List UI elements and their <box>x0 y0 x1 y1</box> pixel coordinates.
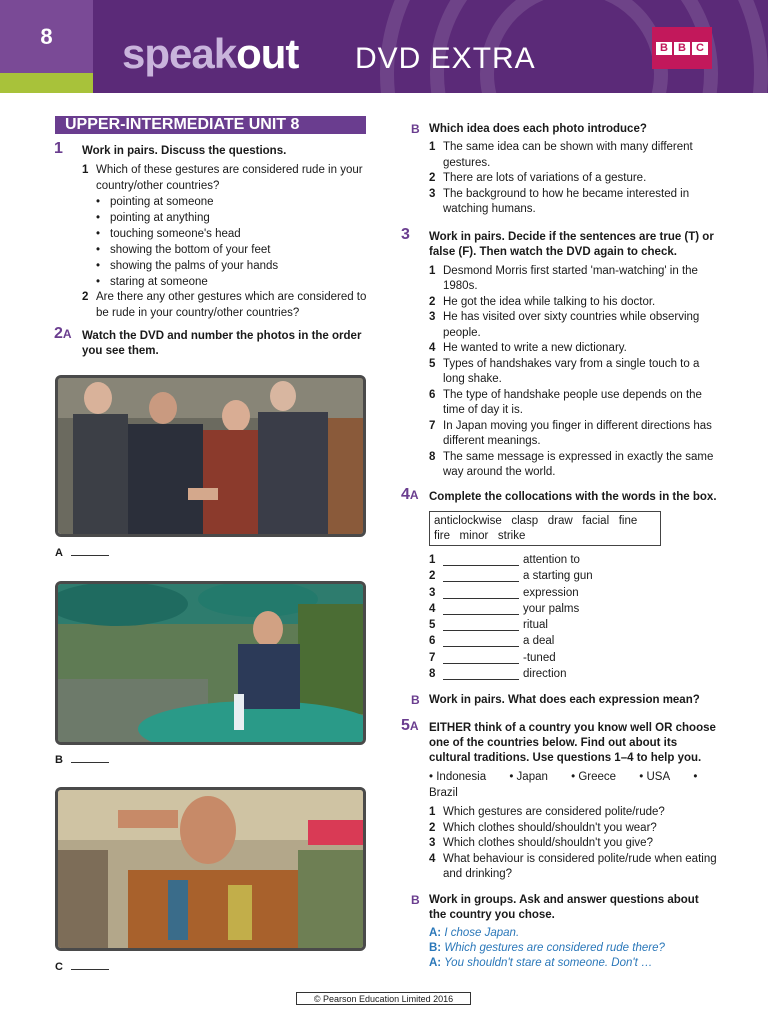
unit-title: UPPER-INTERMEDIATE UNIT 8 <box>55 116 366 134</box>
photo-label-a: A <box>55 547 109 559</box>
list-item: • USA <box>639 771 671 783</box>
ex4a-instruction: 4A Complete the collocations with the words in the box. <box>401 486 717 503</box>
ex3-instruction: 3 Work in pairs. Decide if the sentences are true (T) or false (F). Then watch the DVD again to check. <box>401 225 714 258</box>
list-item: 1 attention to <box>429 554 580 566</box>
list-item: 5 Types of handshakes vary from a single touch to a long shake. <box>429 357 700 385</box>
answer-blank[interactable] <box>443 598 519 599</box>
ex5a-instruction: 5A EITHER think of a country you know well OR choose one of the countries below. Find out about its cultural traditions. Use questions 1–4 to help you. <box>401 717 716 764</box>
left-column <box>54 140 367 359</box>
list-item: 1 The same idea can be shown with many different gestures. <box>429 141 693 169</box>
ex1-question-1: 1 Which of these gestures are considered rude in your country/other countries? <box>82 164 363 192</box>
page-number: 8 <box>0 0 93 73</box>
answer-blank[interactable] <box>443 630 519 631</box>
dialogue-line: B: Which gestures are considered rude there? <box>429 941 665 954</box>
photo-label-c: C <box>55 961 109 973</box>
list-item: • Brazil <box>429 771 698 799</box>
answer-blank[interactable] <box>71 762 109 763</box>
photo-handshake <box>55 375 366 537</box>
answer-blank[interactable] <box>443 663 519 664</box>
list-item: 3 expression <box>429 586 579 599</box>
photo-cafe <box>55 581 366 745</box>
list-item: 2 Which clothes should/shouldn't you wear? <box>429 821 657 834</box>
answer-blank[interactable] <box>443 679 519 680</box>
list-item: 7 -tuned <box>429 651 556 664</box>
list-item: • pointing at someone <box>82 194 367 210</box>
list-item: 2 There are lots of variations of a gesture. <box>429 172 647 184</box>
answer-blank[interactable] <box>71 555 109 556</box>
word-box <box>429 511 661 546</box>
page-header <box>0 0 768 93</box>
ex2a-instruction: 2A Watch the DVD and number the photos in the order you see them. <box>54 325 362 357</box>
list-item: • showing the palms of your hands <box>82 258 367 274</box>
right-column <box>401 122 719 481</box>
country-list <box>429 769 719 801</box>
list-item: • touching someone's head <box>82 226 367 242</box>
example-dialogue <box>429 926 719 971</box>
list-item: • staring at someone <box>82 274 367 290</box>
list-item: 1 Desmond Morris first started 'man-watching' in the 1980s. <box>429 264 698 292</box>
dialogue-line: A: I chose Japan. <box>429 926 520 939</box>
list-item: • Greece <box>571 771 617 783</box>
list-item: 2 He got the idea while talking to his doctor. <box>429 295 656 308</box>
list-item: 3 Which clothes should/shouldn't you give? <box>429 837 653 849</box>
answer-blank[interactable] <box>443 565 519 566</box>
list-item: 5 ritual <box>429 619 548 632</box>
ex1-instruction: 1 Work in pairs. Discuss the questions. <box>54 140 287 157</box>
ex4b-block <box>411 693 719 708</box>
list-item: 1 Which gestures are considered polite/rude? <box>429 806 665 818</box>
list-item: • Japan <box>509 771 548 783</box>
list-item: • showing the bottom of your feet <box>82 242 367 258</box>
answer-blank[interactable] <box>443 581 519 582</box>
dialogue-line: A: You shouldn't stare at someone. Don't … <box>429 956 653 969</box>
bbc-logo: B B C <box>652 27 712 69</box>
list-item: 3 He has visited over sixty countries while observing people. <box>429 311 700 339</box>
answer-blank[interactable] <box>443 614 519 615</box>
accent-bar <box>0 73 93 93</box>
list-item: 4 What behaviour is considered polite/rude when eating and drinking? <box>429 852 717 880</box>
list-item: 8 The same message is expressed in exactly the same way around the world. <box>429 450 714 478</box>
list-item: 4 your palms <box>429 602 580 615</box>
word-box-line: anticlockwise clasp draw facial fine <box>434 515 638 527</box>
photo-man-head <box>55 787 366 951</box>
list-item: • pointing at anything <box>82 210 367 226</box>
ex5-block <box>401 717 719 971</box>
word-box-line: fire minor strike <box>434 530 526 542</box>
dvd-extra-title: DVD EXTRA <box>355 42 536 75</box>
ex4b-instruction: B Work in pairs. What does each expression mean? <box>411 693 700 707</box>
collocation-list <box>429 552 719 682</box>
list-item: 4 He wanted to write a new dictionary. <box>429 342 627 354</box>
photo-label-b: B <box>55 754 109 766</box>
answer-blank[interactable] <box>443 646 519 647</box>
list-item: 3 The background to how he became interested in watching humans. <box>429 187 690 215</box>
copyright-footer: © Pearson Education Limited 2016 <box>296 992 471 1005</box>
answer-blank[interactable] <box>71 969 109 970</box>
ex2b-instruction: B Which idea does each photo introduce? <box>411 122 647 136</box>
ex4a-block <box>401 486 719 505</box>
speakout-logo: speakout <box>122 30 299 77</box>
ex5b-instruction: B Work in groups. Ask and answer questions about the country you chose. <box>411 892 699 921</box>
list-item: • Indonesia <box>429 771 487 783</box>
list-item: 2 a starting gun <box>429 570 593 583</box>
list-item: 6 The type of handshake people use depends on the time of day it is. <box>429 388 702 416</box>
list-item: 6 a deal <box>429 635 555 648</box>
list-item: 7 In Japan moving you finger in different directions has different meanings. <box>429 419 712 447</box>
list-item: 8 direction <box>429 668 567 681</box>
ex1-question-2: 2 Are there any other gestures which are considered to be rude in your country/other countries? <box>82 291 367 319</box>
